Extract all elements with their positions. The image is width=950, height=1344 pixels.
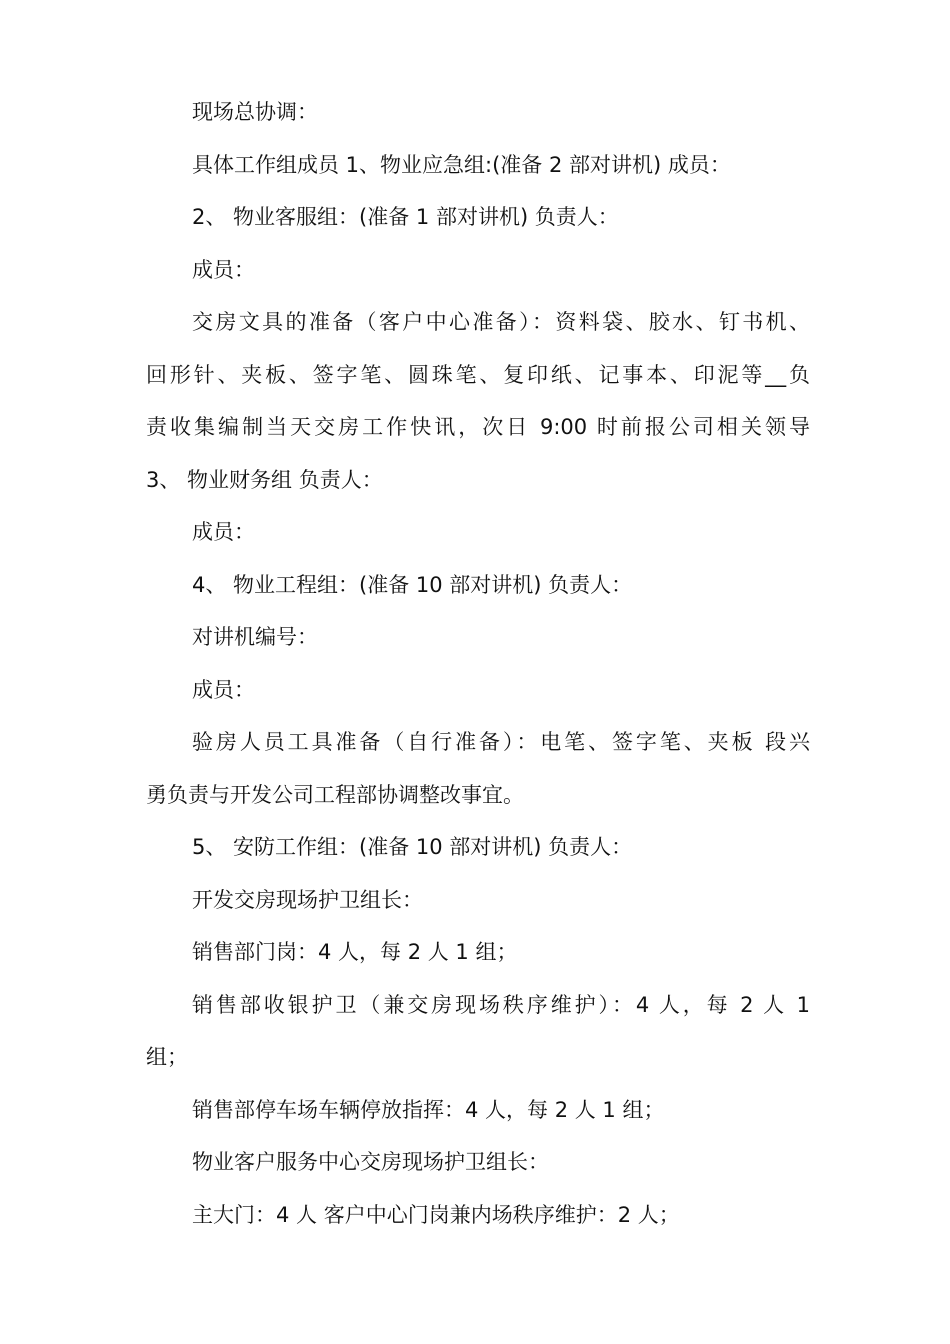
text-line: 销售部收银护卫（兼交房现场秩序维护）：4 人，每 2 人 1 — [192, 992, 810, 1017]
text-line: 对讲机编号： — [192, 625, 318, 649]
text-line: 3、 物业财务组 负责人： — [146, 467, 383, 492]
text-line: 现场总协调： — [192, 100, 318, 124]
text-line: 组； — [146, 1045, 188, 1069]
text-line: 开发交房现场护卫组长： — [192, 887, 423, 912]
text-line: 回形针、夹板、签字笔、圆珠笔、复印纸、记事本、印泥等__负 — [146, 362, 810, 387]
text-line: 4、 物业工程组：(准备 10 部对讲机) 负责人： — [192, 572, 633, 597]
text-line: 销售部停车场车辆停放指挥：4 人，每 2 人 1 组； — [192, 1097, 665, 1122]
text-line: 物业客户服务中心交房现场护卫组长： — [192, 1150, 549, 1174]
text-line: 主大门：4 人 客户中心门岗兼内场秩序维护：2 人； — [192, 1202, 680, 1227]
text-line: 责收集编制当天交房工作快讯，次日 9:00 时前报公司相关领导 — [146, 415, 810, 439]
text-line: 2、 物业客服组：(准备 1 部对讲机) 负责人： — [192, 205, 619, 229]
text-line: 5、 安防工作组：(准备 10 部对讲机) 负责人： — [192, 835, 633, 859]
document-body — [146, 86, 810, 1241]
text-line: 成员： — [192, 677, 255, 702]
text-line: 销售部门岗：4 人，每 2 人 1 组； — [192, 940, 518, 964]
text-line: 交房文具的准备（客户中心准备）：资料袋、胶水、钉书机、 — [192, 310, 810, 334]
text-line: 成员： — [192, 257, 255, 282]
text-line: 验房人员工具准备（自行准备）：电笔、签字笔、夹板 段兴 — [192, 730, 810, 754]
text-line: 具体工作组成员 1、物业应急组:(准备 2 部对讲机) 成员： — [192, 152, 731, 177]
text-line: 勇负责与开发公司工程部协调整改事宜。 — [146, 782, 524, 807]
text-line: 成员： — [192, 520, 255, 544]
